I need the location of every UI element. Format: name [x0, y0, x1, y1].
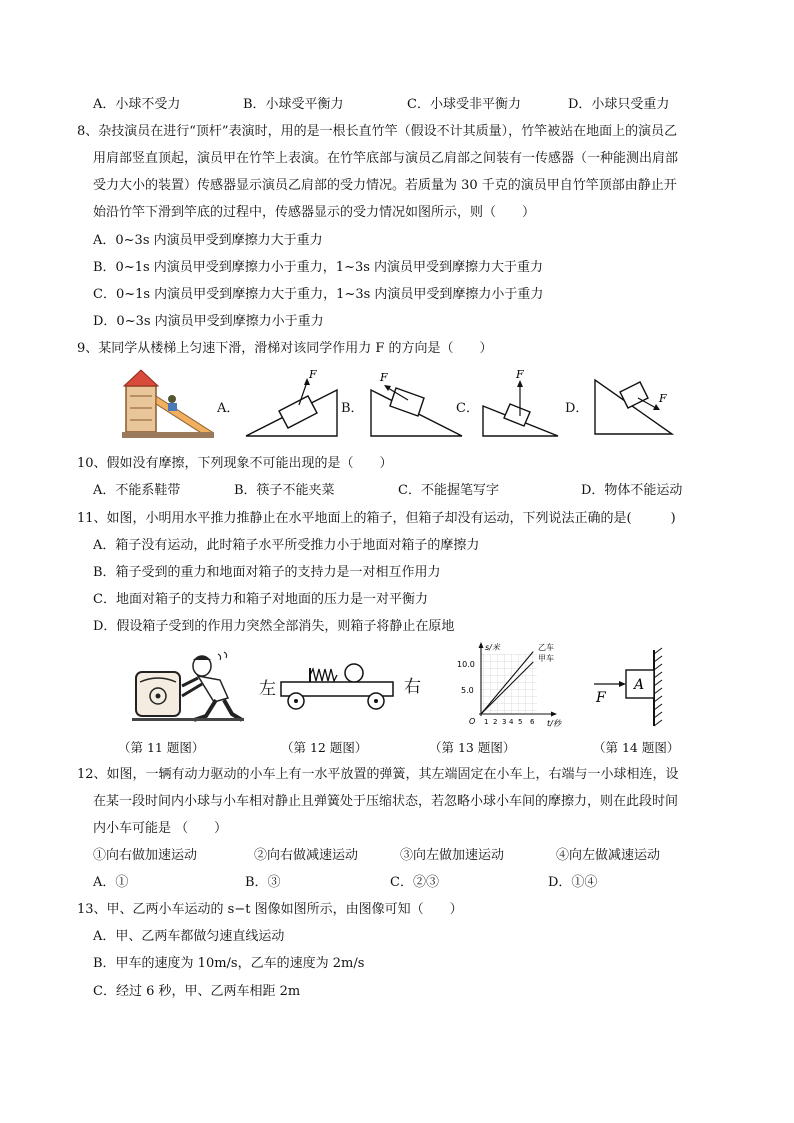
q9-label-a[interactable]: A． — [217, 401, 240, 416]
q9-label-d[interactable]: D． — [565, 401, 589, 416]
force-arrow-icon — [619, 681, 626, 687]
fig14-caption: （第 14 题图） — [593, 740, 680, 755]
q13-option-a[interactable]: A．甲、乙两车都做匀速直线运动 — [93, 929, 285, 944]
q8-stem-line-3: 受力大小的装置）传感器显示演员乙肩部的受力情况。若质量为 30 千克的演员甲自竹竿顶部由静止开 — [93, 178, 677, 193]
x-axis-label: t/秒 — [547, 719, 561, 728]
q10-option-b[interactable]: B．筷子不能夹菜 — [234, 483, 335, 498]
block-label: A — [634, 677, 645, 693]
q12-stem-line-1: 12、如图，一辆有动力驱动的小车上有一水平放置的弹簧，其左端固定在小车上，右端与一小球相连，设 — [77, 767, 679, 782]
q11-option-d[interactable]: D．假设箱子受到的作用力突然全部消失，则箱子将静止在原地 — [93, 619, 455, 634]
q11-option-c[interactable]: C．地面对箱子的支持力和箱子对地面的压力是一对平衡力 — [93, 592, 428, 607]
origin-label: O — [469, 717, 476, 726]
q13-option-c[interactable]: C．经过 6 秒，甲、乙两车相距 2m — [93, 984, 301, 999]
q12-option-c[interactable]: C．②③ — [390, 875, 439, 890]
fig11-boy-pushing-box — [132, 650, 244, 724]
fig11-caption: （第 11 题图） — [118, 740, 205, 755]
q7-option-d[interactable]: D．小球只受重力 — [568, 97, 670, 112]
q12-option-a[interactable]: A．① — [93, 875, 129, 890]
q7-option-a[interactable]: A．小球不受力 — [93, 97, 181, 112]
q9-figure-d[interactable] — [592, 372, 674, 436]
q8-option-d[interactable]: D．0~3s 内演员甲受到摩擦力小于重力 — [93, 314, 324, 329]
q10-option-a[interactable]: A．不能系鞋带 — [93, 483, 181, 498]
fig12-right-label: 右 — [404, 677, 421, 697]
force-arrow-icon — [638, 398, 656, 408]
q9-force-label-a: F — [309, 368, 317, 381]
y-tick-10: 10.0 — [457, 660, 475, 669]
q7-option-c[interactable]: C．小球受非平衡力 — [407, 97, 521, 112]
q10-stem: 10、假如没有摩擦，下列现象不可能出现的是（ ） — [77, 456, 393, 471]
arrowhead-icon — [517, 380, 523, 387]
q12-stem-line-3: 内小车可能是 （ ） — [93, 821, 228, 836]
q9-figure-b[interactable] — [368, 368, 464, 438]
q9-figure-c[interactable] — [480, 368, 560, 438]
series-label-jia: 甲车 — [538, 654, 554, 663]
fig13-caption: （第 13 题图） — [429, 740, 516, 755]
q12-case-4: ④向左做减速运动 — [556, 848, 661, 863]
y-tick-5: 5.0 — [461, 686, 474, 695]
q9-label-b[interactable]: B． — [341, 401, 364, 416]
q12-stem-line-2: 在某一段时间内小球与小车相对静止且弹簧处于压缩状态，若忽略小球小车间的摩擦力，则在此段时间 — [93, 794, 679, 809]
q9-label-c[interactable]: C． — [456, 401, 479, 416]
arrowhead-icon — [384, 385, 391, 391]
q10-option-d[interactable]: D．物体不能运动 — [581, 483, 683, 498]
fig12-left-label: 左 — [259, 679, 276, 699]
q8-stem-line-1: 8、杂技演员在进行“顶杆”表演时，用的是一根长直竹竿（假设不计其质量），竹竿被站在地面上的演员乙 — [77, 124, 678, 139]
q12-option-b[interactable]: B．③ — [245, 875, 281, 890]
fig12-cart-spring-ball — [278, 660, 396, 712]
q11-stem: 11、如图，小明用水平推力推静止在水平地面上的箱子，但箱子却没有运动，下列说法正确的是( ) — [77, 511, 676, 526]
q8-option-a[interactable]: A．0~3s 内演员甲受到摩擦力大于重力 — [93, 233, 323, 248]
q11-option-a[interactable]: A．箱子没有运动，此时箱子水平所受推力小于地面对箱子的摩擦力 — [93, 538, 480, 553]
q8-option-b[interactable]: B．0~1s 内演员甲受到摩擦力小于重力，1~3s 内演员甲受到摩擦力大于重力 — [93, 260, 544, 275]
q12-case-1: ①向右做加速运动 — [93, 848, 198, 863]
y-axis-arrow-icon — [479, 642, 484, 648]
q9-figure-a[interactable] — [243, 368, 339, 438]
fig12-caption: （第 12 题图） — [281, 740, 368, 755]
series-label-yi: 乙车 — [538, 643, 554, 652]
q9-stem: 9、某同学从楼梯上匀速下滑，滑梯对该同学作用力 F 的方向是（ ） — [77, 341, 493, 356]
q7-option-b[interactable]: B．小球受平衡力 — [243, 97, 344, 112]
y-axis-label: s/米 — [485, 643, 500, 652]
x-tick-4: 4 — [509, 718, 514, 726]
q9-force-label-b: F — [380, 371, 388, 384]
q8-stem-line-2: 用肩部竖直顶起，演员甲在竹竿上表演。在竹竿底部与演员乙肩部之间装有一传感器（一种能测出肩部 — [93, 151, 679, 166]
q12-case-3: ③向左做加速运动 — [400, 848, 505, 863]
x-tick-6: 6 — [530, 718, 535, 726]
q9-force-label-c: F — [516, 368, 524, 381]
q9-force-label-d: F — [659, 392, 667, 405]
x-axis-arrow-icon — [551, 712, 557, 717]
q13-option-b[interactable]: B．甲车的速度为 10m/s，乙车的速度为 2m/s — [93, 956, 365, 971]
x-tick-5: 5 — [518, 718, 523, 726]
x-tick-1: 1 — [484, 718, 489, 726]
x-tick-3: 3 — [502, 718, 507, 726]
q11-option-b[interactable]: B．箱子受到的重力和地面对箱子的支持力是一对相互作用力 — [93, 565, 441, 580]
fig13-st-chart — [455, 640, 565, 730]
q12-case-2: ②向右做减速运动 — [254, 848, 359, 863]
q8-option-c[interactable]: C．0~1s 内演员甲受到摩擦力大于重力，1~3s 内演员甲受到摩擦力小于重力 — [93, 287, 544, 302]
q9-slide-picture — [122, 366, 214, 440]
spring-icon — [310, 669, 337, 681]
q10-option-c[interactable]: C．不能握笔写字 — [398, 483, 499, 498]
x-tick-2: 2 — [493, 718, 498, 726]
q8-stem-line-4: 始沿竹竿下滑到竿底的过程中，传感器显示的受力情况如图所示，则（ ） — [93, 205, 536, 220]
q12-option-d[interactable]: D．①④ — [548, 875, 598, 890]
q13-stem: 13、甲、乙两小车运动的 s−t 图像如图所示，由图像可知（ ） — [77, 902, 463, 917]
force-label: F — [596, 690, 606, 706]
wall-hatch — [654, 648, 662, 726]
fig14-block-wall — [592, 648, 674, 728]
